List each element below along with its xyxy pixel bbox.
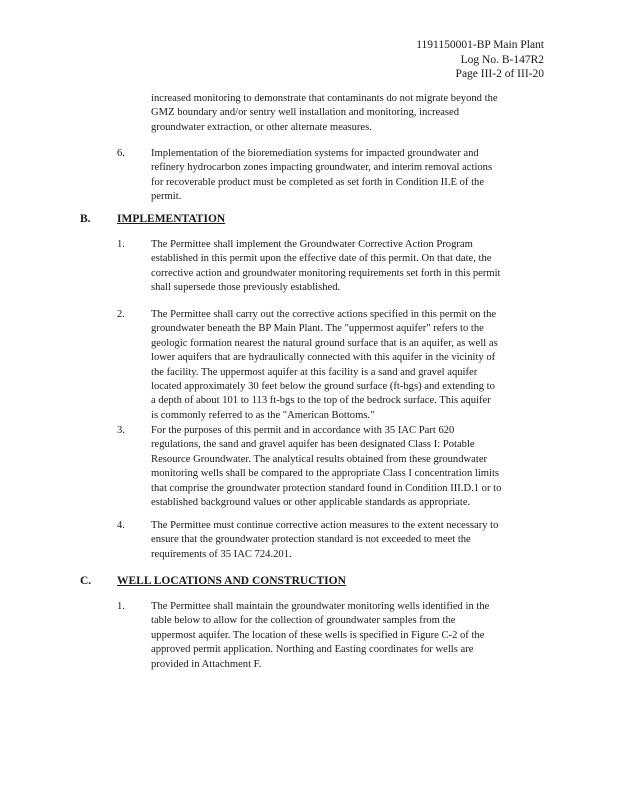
- section-b-item-2-number: 2.: [117, 309, 125, 320]
- text-line: GMZ boundary and/or sentry well installation and monitoring, increased: [151, 107, 460, 119]
- section-b-item-4-paragraph: [151, 519, 537, 562]
- text-line: The Permittee must continue corrective action measures to the extent necessary to: [151, 520, 499, 531]
- text-line: for recoverable product must be completed as set forth in Condition II.E of the: [151, 176, 485, 188]
- text-line: geologic formation nearest the natural ground surface that is an aquifer, as well as: [151, 337, 498, 349]
- text-line: The Permittee shall carry out the corrective actions specified in this permit on the: [151, 309, 497, 320]
- section-b-item-2-paragraph: [151, 308, 537, 423]
- text-line: regulations, the sand and gravel aquifer has been designated Class I: Potable: [151, 439, 475, 451]
- text-line: approved permit application. Northing and Easting coordinates for wells are: [151, 644, 474, 656]
- section-b-item-4-number: 4.: [117, 520, 125, 531]
- text-line: The Permittee shall maintain the groundwater monitoring wells identified in the: [151, 601, 490, 612]
- text-line: uppermost aquifer. The location of these wells is specified in Figure C-2 of the: [151, 629, 485, 641]
- continuation-paragraph: [151, 92, 537, 135]
- text-line: corrective action and groundwater monitoring requirements set forth in this permit: [151, 267, 501, 279]
- section-c-item-1-paragraph: [151, 600, 537, 672]
- section-b-item-1-number: 1.: [117, 239, 125, 250]
- text-line: requirements of 35 IAC 724.201.: [151, 548, 292, 560]
- text-line: the facility. The uppermost aquifer at this facility is a sand and gravel aquifer: [151, 366, 478, 378]
- section-c-item-1-number: 1.: [117, 601, 125, 612]
- text-line: monitoring wells shall be compared to the appropriate Class I concentration limits: [151, 468, 500, 480]
- section-b-title: IMPLEMENTATION: [117, 213, 226, 225]
- section-b-item-1-paragraph: [151, 238, 537, 296]
- text-line: For the purposes of this permit and in accordance with 35 IAC Part 620: [151, 425, 455, 436]
- section-b-letter: B.: [80, 213, 91, 225]
- section-b-item-3-number: 3.: [117, 425, 125, 436]
- text-line: groundwater extraction, or other alternate measures.: [151, 121, 372, 133]
- text-line: refinery hydrocarbon zones impacting groundwater, and interim removal actions: [151, 162, 493, 174]
- text-line: Resource Groundwater. The analytical results obtained from these groundwater: [151, 453, 488, 465]
- header-log-number: Log No. B-147R2: [460, 53, 544, 66]
- text-line: provided in Attachment F.: [151, 658, 262, 670]
- text-line: shall supersede those previously established.: [151, 282, 341, 294]
- item-6-paragraph: [151, 147, 537, 205]
- text-line: groundwater beneath the BP Main Plant. The "uppermost aquifer" refers to the: [151, 323, 484, 335]
- text-line: established background values or other applicable standards as appropriate.: [151, 497, 471, 509]
- text-line: that comprise the groundwater protection standard found in Condition III.D.1 or to: [151, 482, 502, 494]
- text-line: lower aquifers that are hydraulically connected with this aquifer in the vicinity of: [151, 352, 496, 364]
- text-line: The Permittee shall implement the Groundwater Corrective Action Program: [151, 239, 473, 250]
- page-header: [416, 38, 544, 82]
- text-line: table below to allow for the collection of groundwater samples from the: [151, 615, 456, 627]
- text-line: located approximately 30 feet below the ground surface (ft-bgs) and extending to: [151, 381, 495, 393]
- text-line: increased monitoring to demonstrate that contaminants do not migrate beyond the: [151, 93, 498, 104]
- header-facility-id: 1191150001-BP Main Plant: [416, 39, 544, 51]
- item-6-number: 6.: [117, 148, 125, 159]
- text-line: ensure that the groundwater protection standard is not exceeded to meet the: [151, 534, 471, 546]
- section-c-letter: C.: [80, 575, 92, 587]
- section-b-item-3-paragraph: [151, 424, 537, 510]
- section-c-title: WELL LOCATIONS AND CONSTRUCTION: [117, 575, 346, 587]
- text-line: permit.: [151, 191, 182, 203]
- text-line: a depth of about 101 to 113 ft-bgs to the top of the bedrock surface. This aquifer: [151, 395, 491, 407]
- header-page-number: Page III-2 of III-20: [455, 68, 544, 80]
- text-line: is commonly referred to as the "American Bottoms.": [151, 409, 375, 421]
- text-line: Implementation of the bioremediation systems for impacted groundwater and: [151, 148, 479, 159]
- text-line: established in this permit upon the effective date of this permit. On that date, the: [151, 253, 492, 265]
